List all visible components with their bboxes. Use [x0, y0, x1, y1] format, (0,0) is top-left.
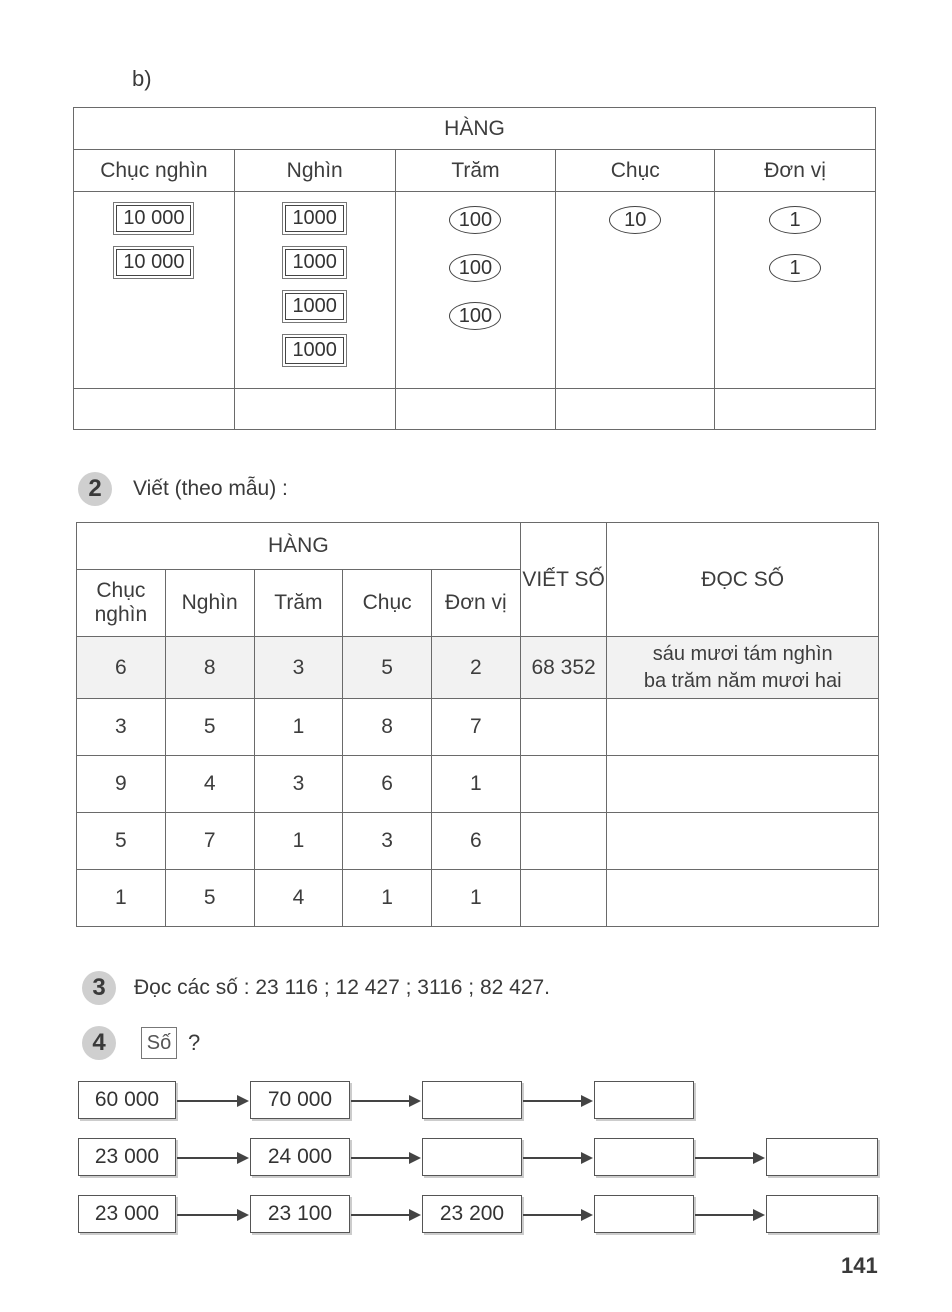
sequence-box: 23 200 [422, 1195, 522, 1233]
t2-col-chuc-nghin: Chục nghìn [77, 570, 166, 637]
arrow-icon [523, 1100, 591, 1102]
read-answer-cell[interactable] [607, 870, 879, 927]
t2-col-don-vi: Đơn vị [432, 570, 521, 637]
token-100: 100 [449, 206, 501, 234]
digit-cell: 1 [254, 813, 343, 870]
exercise-4-number: 4 [82, 1026, 116, 1060]
reading-line-1: sáu mươi tám nghìn [652, 642, 833, 665]
t2-col-write: VIẾT SỐ [520, 523, 607, 637]
exercise-2-number: 2 [78, 472, 112, 506]
sequence-answer-box[interactable] [594, 1138, 694, 1176]
t2-col-read: ĐỌC SỐ [607, 523, 879, 637]
so-label-box: Số [141, 1027, 177, 1059]
t1-cell-chuc [556, 192, 715, 389]
digit-cell: 6 [432, 813, 521, 870]
t1-col-nghin: Nghìn [234, 150, 395, 192]
token-1000: 1000 [285, 249, 344, 276]
sequence-box: 23 000 [78, 1138, 176, 1176]
t1-col-tram: Trăm [395, 150, 556, 192]
token-100: 100 [449, 254, 501, 282]
exercise-3-text: Đọc các số : 23 116 ; 12 427 ; 3116 ; 82 427. [134, 976, 551, 999]
digit-cell: 1 [254, 699, 343, 756]
digit-cell: 4 [254, 870, 343, 927]
sequence-answer-box[interactable] [422, 1081, 522, 1119]
digit-cell: 7 [432, 699, 521, 756]
table-row [77, 756, 879, 813]
t2-title: HÀNG [77, 523, 521, 570]
write-numbers-table [76, 522, 879, 927]
read-answer-cell[interactable] [607, 813, 879, 870]
arrow-icon [351, 1157, 419, 1159]
token-1: 1 [769, 206, 821, 234]
exercise-3-number: 3 [82, 971, 116, 1005]
arrow-icon [351, 1100, 419, 1102]
token-1000: 1000 [285, 337, 344, 364]
table-row [77, 813, 879, 870]
digit-cell: 3 [254, 637, 343, 699]
t1-cell-don-vi [715, 192, 876, 389]
sequence-box: 23 100 [250, 1195, 350, 1233]
t2-col-nghin: Nghìn [165, 570, 254, 637]
token-10: 10 [609, 206, 661, 234]
table-row-sample [77, 637, 879, 699]
digit-cell: 1 [432, 756, 521, 813]
arrow-icon [177, 1214, 247, 1216]
digit-cell: 1 [432, 870, 521, 927]
write-answer-cell[interactable] [520, 699, 607, 756]
table-row [77, 870, 879, 927]
table-row [77, 699, 879, 756]
digit-cell: 5 [343, 637, 432, 699]
place-value-table [73, 107, 876, 430]
digit-cell: 5 [165, 870, 254, 927]
t1-cell-chuc-nghin [74, 192, 235, 389]
token-10000: 10 000 [116, 249, 191, 276]
number-reading [607, 637, 879, 699]
digit-cell: 3 [254, 756, 343, 813]
t1-answer-cell[interactable] [234, 389, 395, 430]
t1-answer-cell[interactable] [715, 389, 876, 430]
written-number: 68 352 [520, 637, 607, 699]
part-b-label: b) [132, 66, 152, 91]
digit-cell: 5 [165, 699, 254, 756]
digit-cell: 8 [165, 637, 254, 699]
digit-cell: 3 [77, 699, 166, 756]
exercise-2-instruction: Viết (theo mẫu) : [133, 477, 288, 500]
write-answer-cell[interactable] [520, 756, 607, 813]
token-1000: 1000 [285, 205, 344, 232]
read-answer-cell[interactable] [607, 699, 879, 756]
sequence-box: 24 000 [250, 1138, 350, 1176]
digit-cell: 5 [77, 813, 166, 870]
sequence-answer-box[interactable] [766, 1195, 878, 1233]
t1-answer-cell[interactable] [395, 389, 556, 430]
arrow-icon [695, 1157, 763, 1159]
digit-cell: 4 [165, 756, 254, 813]
table1-title: HÀNG [74, 108, 876, 150]
token-10000: 10 000 [116, 205, 191, 232]
arrow-icon [695, 1214, 763, 1216]
t1-cell-nghin [234, 192, 395, 389]
sequence-answer-box[interactable] [422, 1138, 522, 1176]
reading-line-2: ba trăm năm mươi hai [643, 669, 842, 692]
digit-cell: 1 [343, 870, 432, 927]
page-number: 141 [841, 1253, 878, 1278]
digit-cell: 2 [432, 637, 521, 699]
t1-answer-cell[interactable] [74, 389, 235, 430]
sequence-answer-box[interactable] [594, 1195, 694, 1233]
t2-col-chuc: Chục [343, 570, 432, 637]
t1-col-chuc: Chục [556, 150, 715, 192]
sequence-box: 60 000 [78, 1081, 176, 1119]
arrow-icon [177, 1157, 247, 1159]
write-answer-cell[interactable] [520, 870, 607, 927]
t1-col-chuc-nghin: Chục nghìn [74, 150, 235, 192]
token-100: 100 [449, 302, 501, 330]
question-mark: ? [188, 1030, 201, 1055]
t1-answer-cell[interactable] [556, 389, 715, 430]
sequence-answer-box[interactable] [766, 1138, 878, 1176]
arrow-icon [523, 1214, 591, 1216]
arrow-icon [523, 1157, 591, 1159]
token-1000: 1000 [285, 293, 344, 320]
sequence-box: 23 000 [78, 1195, 176, 1233]
token-1: 1 [769, 254, 821, 282]
arrow-icon [351, 1214, 419, 1216]
t2-col-tram: Trăm [254, 570, 343, 637]
t1-col-don-vi: Đơn vị [715, 150, 876, 192]
digit-cell: 8 [343, 699, 432, 756]
digit-cell: 6 [343, 756, 432, 813]
sequence-box: 70 000 [250, 1081, 350, 1119]
arrow-icon [177, 1100, 247, 1102]
sequence-answer-box[interactable] [594, 1081, 694, 1119]
digit-cell: 9 [77, 756, 166, 813]
digit-cell: 1 [77, 870, 166, 927]
read-answer-cell[interactable] [607, 756, 879, 813]
digit-cell: 6 [77, 637, 166, 699]
write-answer-cell[interactable] [520, 813, 607, 870]
digit-cell: 3 [343, 813, 432, 870]
digit-cell: 7 [165, 813, 254, 870]
t1-cell-tram [395, 192, 556, 389]
